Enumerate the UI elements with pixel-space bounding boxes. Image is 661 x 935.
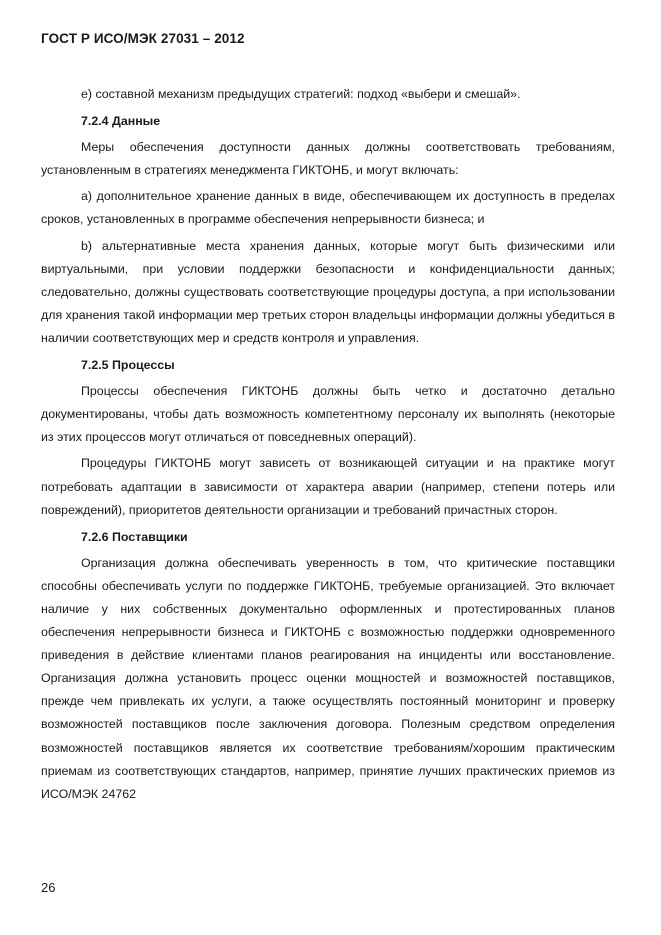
page-number: 26 bbox=[41, 880, 56, 895]
document-header: ГОСТ Р ИСО/МЭК 27031 – 2012 bbox=[41, 31, 245, 46]
paragraph-processes-1: Процессы обеспечения ГИКТОНБ должны быть четко и достаточно детально документированы, чтобы дать возможность компетентному персоналу их выполнять (некоторые из этих процессов могут отличаться от повседневных операций). bbox=[41, 384, 615, 445]
section-heading-7-2-6: 7.2.6 Поставщики bbox=[81, 529, 188, 544]
paragraph-data-intro: Меры обеспечения доступности данных должны соответствовать требованиям, установленным в стратегиях менеджмента ГИКТОНБ, и могут включать: bbox=[41, 140, 615, 178]
section-heading-7-2-4: 7.2.4 Данные bbox=[81, 114, 161, 129]
document-body bbox=[41, 83, 615, 806]
list-item-a: a) дополнительное хранение данных в виде, обеспечивающем их доступность в пределах сроков, установленных в программе обеспечения непрерывности бизнеса; и bbox=[41, 189, 615, 227]
list-item-e: e) составной механизм предыдущих стратегий: подход «выбери и смешай». bbox=[81, 87, 521, 101]
list-item-b: b) альтернативные места хранения данных, которые могут быть физическими или виртуальными, при условии поддержки безопасности и конфиденциальности данных; следовательно, должны существовать соответствующие процедуры доступа, а при использовании для хранения такой информации мер третьих сторон владельцы информации должны убедиться в наличии соответствующих мер и средств контроля и управления. bbox=[41, 238, 615, 345]
paragraph-suppliers: Организация должна обеспечивать уверенность в том, что критические поставщики способны обеспечивать услуги по поддержке ГИКТОНБ, требуемые организацией. Это включает наличие у них собственных документально оформленных и протестированных планов обеспечения непрерывности бизнеса и ГИКТОНБ с возможностью поддержки одновременного приведения в действие клиентами планов реагирования на инциденты или восстановление. Организация должна установить процесс оценки мощностей и возможностей поставщиков, прежде чем привлекать их услуги, а также осуществлять постоянный мониторинг и проверку возможностей поставщиков после заключения договора. Полезным средством определения возможностей поставщиков является их соответствие требованиям/хорошим практическим приемам из соответствующих стандартов, например, принятие лучших практических приемов из ИСО/МЭК 24762 bbox=[41, 555, 615, 801]
section-heading-7-2-5: 7.2.5 Процессы bbox=[81, 358, 175, 373]
paragraph-processes-2: Процедуры ГИКТОНБ могут зависеть от возникающей ситуации и на практике могут потребовать адаптации в зависимости от характера аварии (например, степени потерь или повреждений), приоритетов деятельности организации и требований причастных сторон. bbox=[41, 456, 615, 517]
